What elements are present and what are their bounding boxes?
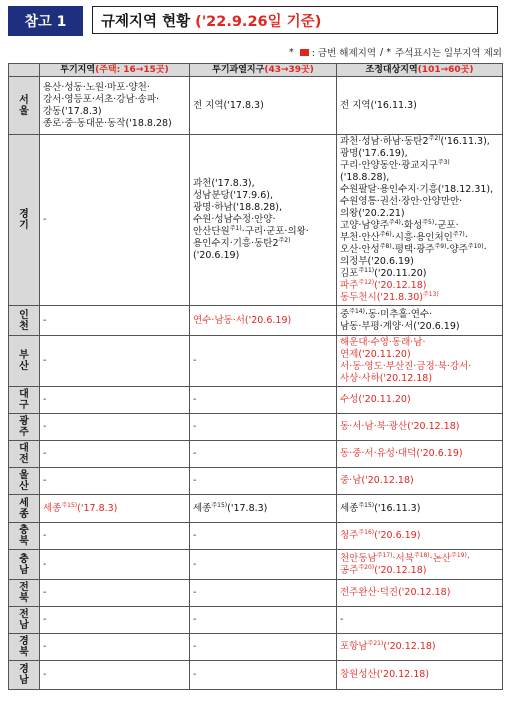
cell-c3 [337, 661, 503, 690]
cell-line: 수원영통·권선·장안·안양만안· [340, 196, 463, 207]
region-cell [9, 336, 40, 387]
cell-line: 강동('17.8.3) [43, 105, 102, 117]
region-label: 인천 [19, 309, 29, 332]
region-label: 경기 [19, 209, 29, 231]
region-label: 경북 [19, 636, 29, 658]
cell-c1 [40, 77, 190, 135]
cell-c3 [337, 441, 503, 468]
cell-line: 부천·안산$^{주6)}$·시흥·용인처인$^{주7)}$· [340, 230, 468, 243]
cell-line: 세종$^{주15)}$('16.11.3) [340, 501, 421, 514]
empty-dash: - [193, 421, 197, 432]
region-label: 부산 [19, 350, 29, 372]
table-row [9, 523, 503, 550]
cell-c1 [40, 468, 190, 495]
table-row [9, 77, 503, 135]
empty-dash: - [193, 587, 197, 598]
empty-dash: - [193, 475, 197, 486]
cell-c3 [337, 306, 503, 336]
region-label: 충북 [19, 525, 29, 547]
region-cell [9, 495, 40, 523]
cell-line: 광명·하남('18.8.28), [193, 202, 283, 213]
page-title: 규제지역 현황 [101, 13, 191, 30]
cell-line: 천안동남$^{주17)}$·서북$^{주18)}$·논산$^{주19)}$· [340, 551, 470, 564]
cell-line: 고양·남양주$^{주4)}$·화성$^{주5)}$·군포· [340, 218, 459, 231]
empty-dash: - [43, 614, 47, 625]
region-label: 대전 [19, 443, 29, 465]
cell-line: 포항남$^{주21)}$('20.12.18) [340, 639, 436, 652]
region-label: 충남 [19, 553, 29, 576]
cell-c1 [40, 634, 190, 661]
cell-c2 [190, 523, 337, 550]
cell-c2 [190, 336, 337, 387]
cell-c1 [40, 306, 190, 336]
cell-line: 전주완산·덕진('20.12.18) [340, 587, 451, 598]
cell-line: 과천('17.8.3), [193, 178, 255, 189]
cell-c3 [337, 387, 503, 414]
empty-dash: - [43, 394, 47, 405]
region-label: 전북 [19, 582, 29, 604]
table-row [9, 387, 503, 414]
table-row [9, 495, 503, 523]
empty-dash: - [43, 587, 47, 598]
cell-line: 수성('20.11.20) [340, 394, 411, 405]
cell-line: 중$^{주14)}$·동·미추홀·연수· [340, 307, 433, 320]
legend [289, 45, 502, 59]
region-cell [9, 135, 40, 306]
cell-c3 [337, 550, 503, 580]
cell-line: 오산·안성$^{주8)}$·평택·광주$^{주9)}$·양주$^{주10)}$· [340, 242, 487, 255]
empty-dash: - [43, 558, 47, 570]
cell-c1 [40, 523, 190, 550]
region-cell [9, 77, 40, 135]
empty-dash: - [43, 214, 47, 225]
cell-c3 [337, 135, 503, 306]
region-cell [9, 607, 40, 634]
regulation-table [8, 63, 503, 690]
region-label: 울산 [19, 470, 29, 492]
cell-line: 용인수지·기흥·동탄$2^{주2)}('20.6.19)$ [193, 236, 291, 261]
cell-line: 청주$^{주16)}$('20.6.19) [340, 528, 421, 541]
cell-c3 [337, 580, 503, 607]
cell-line: 과천·성남·하남·동탄$2^{주2)}('16.11.3)$, [340, 134, 490, 147]
header-corner [9, 64, 40, 77]
cell-c1 [40, 414, 190, 441]
cell-c1 [40, 495, 190, 523]
cell-line: 동·중·서·유성·대덕('20.6.19) [340, 448, 463, 459]
table-row [9, 135, 503, 306]
cell-c2 [190, 414, 337, 441]
cell-c3 [337, 607, 503, 634]
empty-dash: - [43, 421, 47, 432]
empty-dash: - [193, 355, 197, 366]
empty-dash: - [43, 355, 47, 366]
cell-c2 [190, 135, 337, 306]
cell-line: 의왕('20.2.21) [340, 208, 405, 219]
region-label: 대구 [19, 389, 29, 411]
legend-separator: / * [380, 46, 391, 58]
cell-c3 [337, 336, 503, 387]
region-label: 세종 [19, 497, 29, 520]
region-cell [9, 441, 40, 468]
cell-line: 동두천시$('21.8.30)^{주13)}$ [340, 290, 439, 303]
region-cell [9, 306, 40, 336]
table-row [9, 441, 503, 468]
cell-c2 [190, 661, 337, 690]
cell-c2 [190, 306, 337, 336]
region-cell [9, 468, 40, 495]
cell-line: 세종$^{주15)}$('17.8.3) [43, 501, 118, 514]
empty-dash: - [43, 475, 47, 486]
cell-c2 [190, 495, 337, 523]
empty-dash: - [193, 448, 197, 459]
cell-line: 성남분당('17.9.6), [193, 190, 273, 201]
region-label: 전남 [19, 609, 29, 631]
region-cell [9, 414, 40, 441]
cell-line: 동·서·남·북·광산('20.12.18) [340, 421, 460, 432]
cell-c1 [40, 135, 190, 306]
cell-c3 [337, 77, 503, 135]
cell-c3 [337, 523, 503, 550]
cell-line: 중·남('20.12.18) [340, 475, 414, 486]
cell-line: 안산단원$^{주1)}$·구리·군포·의왕· [193, 224, 309, 237]
region-label: 광주 [19, 416, 29, 438]
cell-line: 연제('20.11.20) [340, 349, 411, 360]
cell-c2 [190, 468, 337, 495]
empty-dash: - [193, 558, 197, 570]
empty-dash: - [340, 614, 344, 625]
table-row [9, 607, 503, 634]
table-row [9, 661, 503, 690]
cell-c2 [190, 77, 337, 135]
region-cell [9, 661, 40, 690]
table-row [9, 336, 503, 387]
empty-dash: - [43, 314, 47, 326]
cell-c1 [40, 580, 190, 607]
cell-c2 [190, 634, 337, 661]
cell-line: 광명('17.6.19), [340, 148, 408, 159]
cell-line: 구리·안양동안·광교지구$^{주3)}$('18.8.28), [340, 158, 450, 183]
empty-dash: - [193, 614, 197, 625]
cell-line: 사상·사하('20.12.18) [340, 373, 433, 384]
legend-note: 주석표시는 일부지역 제외 [395, 48, 502, 59]
empty-dash: - [43, 669, 47, 680]
cell-c3 [337, 468, 503, 495]
table-row [9, 550, 503, 580]
cell-c2 [190, 580, 337, 607]
cell-c1 [40, 441, 190, 468]
empty-dash: - [43, 641, 47, 652]
empty-dash: - [193, 530, 197, 541]
cell-line: 수원팔달·용인수지·기흥('18.12.31), [340, 184, 494, 195]
title-box [92, 6, 498, 34]
region-cell [9, 580, 40, 607]
empty-dash: - [193, 641, 197, 652]
cell-line: 공주$^{주20)}$('20.12.18) [340, 563, 427, 576]
cell-line: 서·동·영도·부산진·금정·북·강서· [340, 361, 472, 372]
cell-line: 전 지역('17.8.3) [193, 99, 264, 111]
cell-line: 세종$^{주15)}$('17.8.3) [193, 501, 268, 514]
cell-c2 [190, 441, 337, 468]
table-row [9, 580, 503, 607]
header-adjustment-area: 조정대상지역(101→60곳) [337, 64, 503, 77]
cell-c2 [190, 550, 337, 580]
cell-line: 남동·부평·계양·서('20.6.19) [340, 320, 460, 332]
cell-c3 [337, 414, 503, 441]
table-row [9, 414, 503, 441]
reference-badge: 참고 1 [8, 6, 83, 36]
title-date: ('22.9.26일 기준) [195, 13, 322, 30]
table-row [9, 468, 503, 495]
cell-line: 파주$^{주12)}$('20.12.18) [340, 278, 427, 291]
released-swatch-icon [300, 49, 309, 56]
table-row [9, 306, 503, 336]
legend-prefix: * [288, 46, 294, 58]
table-row [9, 634, 503, 661]
region-cell [9, 387, 40, 414]
cell-c1 [40, 336, 190, 387]
region-label: 서울 [19, 94, 29, 117]
cell-line: 수원·성남수정·안양· [193, 214, 276, 225]
empty-dash: - [193, 394, 197, 405]
cell-c1 [40, 607, 190, 634]
document-header [8, 6, 500, 36]
empty-dash: - [43, 448, 47, 459]
cell-c1 [40, 661, 190, 690]
cell-c3 [337, 495, 503, 523]
table-header-row [9, 64, 503, 77]
header-overheated-district: 투기과열지구(43→39곳) [190, 64, 337, 77]
cell-line: 연수·남동·서('20.6.19) [193, 314, 292, 326]
cell-line: 해운대·수영·동래·남· [340, 337, 426, 348]
region-label: 경남 [19, 664, 29, 686]
cell-line: 용산·성동·노원·마포·양천· [43, 81, 150, 93]
empty-dash: - [43, 530, 47, 541]
region-cell [9, 634, 40, 661]
cell-c1 [40, 550, 190, 580]
cell-c1 [40, 387, 190, 414]
cell-line: 김포$^{주11)}$('20.11.20) [340, 266, 427, 279]
empty-dash: - [193, 669, 197, 680]
cell-line: 강서·영등포·서초·강남·송파· [43, 93, 160, 105]
cell-c2 [190, 387, 337, 414]
cell-line: 창원성산('20.12.18) [340, 669, 430, 680]
legend-released: : 금번 해제지역 [311, 48, 377, 59]
cell-line: 종로·중·동대문·동작('18.8.28) [43, 117, 172, 129]
header-speculation-zone: 투기지역(주택: 16→15곳) [40, 64, 190, 77]
region-cell [9, 523, 40, 550]
cell-c2 [190, 607, 337, 634]
cell-c3 [337, 634, 503, 661]
cell-line: 의정부('20.6.19) [340, 256, 414, 267]
region-cell [9, 550, 40, 580]
cell-line: 전 지역('16.11.3) [340, 99, 417, 111]
